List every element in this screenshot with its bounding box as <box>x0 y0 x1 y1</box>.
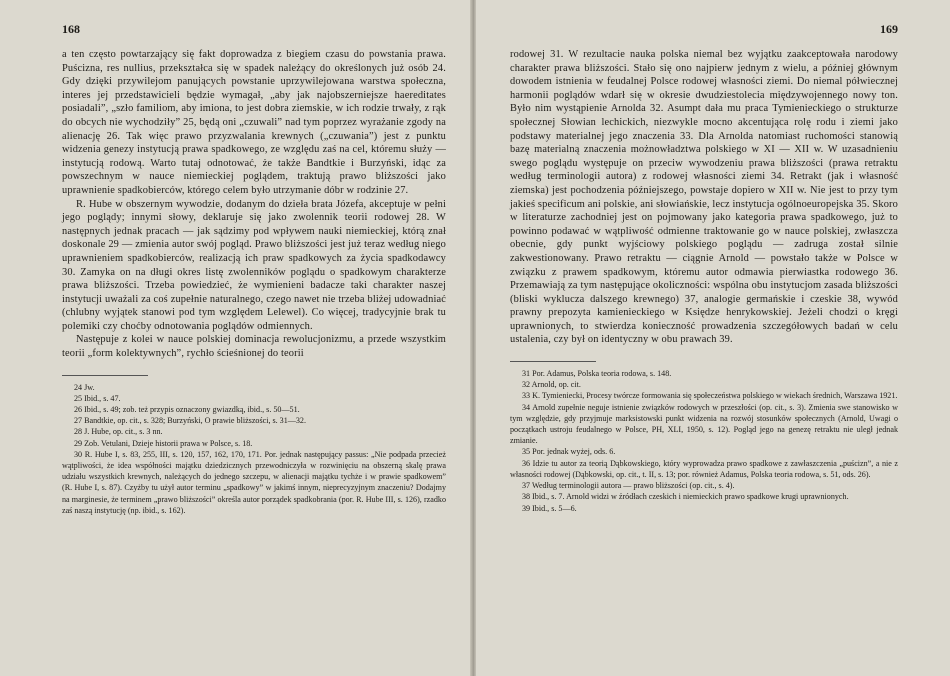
footnote: 27 Bandtkie, op. cit., s. 328; Burzyński, O prawie bliższości, s. 31—32. <box>74 416 306 426</box>
footnote: 26 Ibid., s. 49; zob. też przypis oznaczony gwiazdką, ibid., s. 50—51. <box>74 405 300 415</box>
footnote: 38 Ibid., s. 7. Arnold widzi w źródłach czeskich i niemieckich prawo spadkowe krugi uprawnionych. <box>522 492 849 502</box>
footnote: 31 Por. Adamus, Polska teoria rodowa, s. 148. <box>522 369 672 379</box>
footnote-rule <box>510 361 596 362</box>
right-page <box>476 0 950 676</box>
paragraph: a ten często powtarzający się fakt doprowadza z biegiem czasu do powstania prawa. Puścizna, res nullius, przekształca się w spadek należący do określonych już osób 24. Gdy dzięki przywilejom panujących powstanie uprzywilejowana warstwa społeczna, interes jej przedstawicieli będzie wymagał, „aby jak najobszerniejsze haereditates posiadali”, „szło familiom, aby imiona, to jest dobra ziemskie, w ich rodzie trwały, z rąk do obcych nie wychodziły” 25, będą oni „czuwali” nad tym poprzez wyrażanie zgody na alienację 26. Tak więc prawo przyzwalania krewnych („czuwania”) jest z punktu widzenia genezy instytucją prawa spadkowego, ze względu zaś na cel, któremu służy — instytucją rodową. Warto tutaj odnotować, że także Bandtkie i Burzyński, idąc za powszechnym w nauce niemieckiej poglądem, traktują prawo bliższości jako uprawnienie spadkobierców, którego celem było utrzymanie dóbr w rodzinie 27. <box>62 49 446 196</box>
footnote: 37 Według terminologii autora — prawo bliższości (op. cit., s. 4). <box>522 481 735 491</box>
page-number-right: 169 <box>880 22 898 36</box>
footnote: 25 Ibid., s. 47. <box>74 393 121 403</box>
right-footnotes <box>510 368 898 514</box>
footnote: 32 Arnold, op. cit. <box>522 380 581 390</box>
page-number-left: 168 <box>62 22 80 36</box>
right-body-text <box>510 48 898 347</box>
footnote: 28 J. Hube, op. cit., s. 3 nn. <box>74 427 163 437</box>
footnote: 39 Ibid., s. 5—6. <box>522 503 577 513</box>
paragraph: Następuje z kolei w nauce polskiej dominacja rewolucjonizmu, a przede wszystkim teorii „form kolektywnych”, rychło ścieśnionej do teorii <box>62 334 446 360</box>
footnote: 33 K. Tymieniecki, Procesy twórcze formowania się społeczeństwa polskiego w wiekach średnich, Warszawa 1921. <box>522 391 898 401</box>
footnote: 35 Por. jednak wyżej, ods. 6. <box>522 447 616 457</box>
footnote-rule <box>62 375 148 376</box>
left-page <box>0 0 472 676</box>
footnote: 24 Jw. <box>74 382 95 392</box>
paragraph: R. Hube w obszernym wywodzie, dodanym do dzieła brata Józefa, akceptuje w pełni jego poglądy; innymi słowy, deklaruje się jako zwolennik teorii rodowej 28. W następnych jednak pracach — jak sądzimy pod wpływem nauki niemieckiej, którą znał doskonale 29 — zmienia autor swój pogląd. Prawo bliższości jest już teraz według niego uprawnieniem spadkobierców, realizacją ich praw spadkowych za życia spadkodawcy 30. Zamyka on na długi okres listę zwolenników poglądu o spadkowym charakterze prawa bliższości. Trzeba powiedzieć, że wymienieni badacze taki charakter naszej instytucji uważali za coś zupełnie naturalnego, czego nawet nie trzeba bliżej udowadniać (chlubny wyjątek stanowi pod tym względem Lelewel). Co więcej, tradycyjnie brak tu polemiki czy choćby odnotowania poglądów odmiennych. <box>62 198 446 332</box>
footnote: 30 R. Hube I, s. 83, 255, III, s. 120, 157, 162, 170, 171. Por. jednak następujący passus: „Nie podpada przecież wątpliwości, że idea współności majątku dziedzicznych przewodniczyła w rozwinięciu na obszerną skalę prawa udziału wszystkich krewnych, należących do jednego szczepu, w alienacji majątku tychże i w prawie spadkowem” (R. Hube I, s. 87). Czyżby tu użył autor terminu „spadkowy” w jakimś innym, nieprecyzyjnym znaczeniu? Dodajmy na marginesie, że terminem „prawo bliższości” określa autor porządek spadkobrania (por. R. Hube III, s. 126), rzadko zaś naszą instytucję (np. ibid., s. 162). <box>62 449 446 515</box>
footnote: 34 Arnold zupełnie neguje istnienie związków rodowych w przeszłości (op. cit., s. 3). Zmienia swe stanowisko w tym względzie, gdy przyjmuje marksistowski punkt widzenia na rozwój stosunków społecznych (Arnold, Uwagi o początkach ustroju feudalnego w Polsce, PH, XLI, 1950, s. 12). Pogląd jego na genezę retraktu nie uległ jednak zmianie. <box>510 402 898 446</box>
footnote: 36 Idzie tu autor za teorią Dąbkowskiego, który wyprowadza prawo spadkowe z zawłaszczenia „puścizn”, a nie z własności rodowej (Dąbkowski, op. cit., t. II, s. 13; por. również Adamus, Polska teoria rodowa, s. 51, ods. 26). <box>510 458 898 479</box>
left-footnotes <box>62 382 446 516</box>
footnote: 29 Zob. Vetulani, Dzieje historii prawa w Polsce, s. 18. <box>74 438 253 448</box>
left-body-text <box>62 48 446 361</box>
paragraph: rodowej 31. W rezultacie nauka polska niemal bez wyjątku zaakceptowała narodowy charakter prawa bliższości. Stało się ono najpierw jednym z wielu, a później głównym dowodem istnienia w feudalnej Polsce rodowej własności ziemi. Do niemal półwiecznej harmonii poglądów wdarł się w okresie dwudziestolecia międzywojennego nowy ton. Było nim wystąpienie Arnolda 32. Asumpt dała mu praca Tymienieckiego o strukturze społecznej Słowian lechickich, niezwykle mocno akcentująca rolę rodu i ziemi jako podstawy materialnej jego znaczenia 33. Dla Arnolda natomiast ruchomości stanowią bazę materialną znaczenia możnowładztwa polskiego w XI — XII w. W uzasadnieniu swego poglądu występuje on przeciw wywodzeniu prawa bliższości (prawa retraktu według terminologii autora) z rodowej własności ziemi 34. Retrakt (jak i własność ziemska) jest pochodzenia późniejszego, powstaje dopiero w XII w. Nie jest to przy tym jakieś specificum ani polskie, ani słowiańskie, lecz instytucja ogólnoeuropejska 35. Skoro w literaturze zachodniej jest on pojmowany jako kategoria prawa spadkowego, już to powinno podawać w wątpliwość odmienne traktowanie go w nauce polskiej, zwłaszcza obecnie, gdy punkt wyjściowy polskiego poglądu — zadruga został silnie zakwestionowany. Prawo retraktu — ciągnie Arnold — powstało także w Polsce w związku z prawem spadkowym, któremu autor odmawia pierwiastka rodowego 36. Przemawiają za tym następujące okoliczności: wspólna obu instytucjom zasada bliższości (bliski wyklucza dalszego krewnego) 37, analogie germańskie i czeskie 38, wywód prawny prepozyta kamienieckiego w Księdze henrykowskiej. Jeżeli chodzi o kręgi uprawnionych, to stwierdza konieczność prowadzenia szczegółowych badań w celu ustalenia, czy był on identyczny w obu prawach 39. <box>510 49 898 346</box>
